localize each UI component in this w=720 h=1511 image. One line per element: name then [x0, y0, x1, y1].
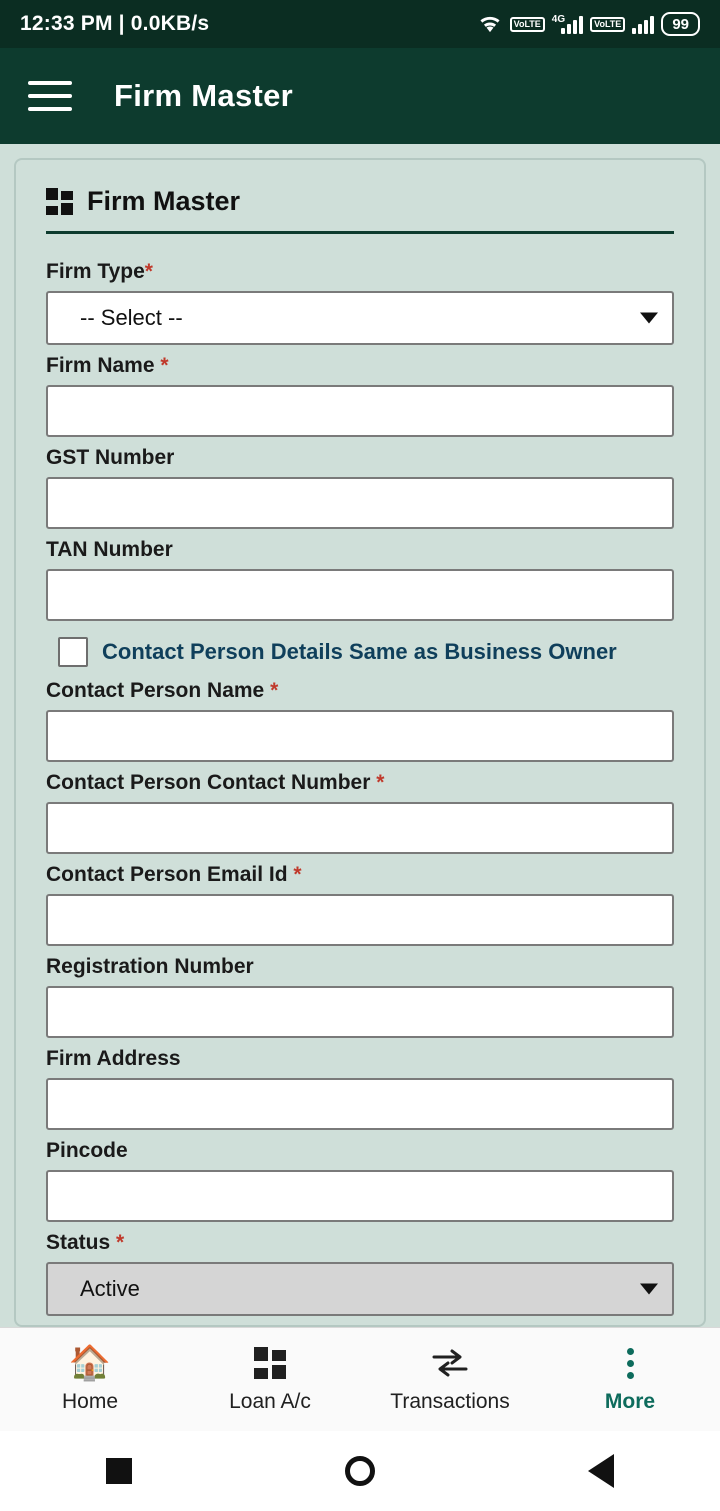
gst-number-input[interactable]	[46, 477, 674, 529]
hamburger-menu-icon[interactable]	[28, 81, 72, 111]
grid-icon	[46, 188, 73, 215]
label-contact-person-name: Contact Person Name *	[46, 679, 279, 702]
signal-4g-icon: 4G	[552, 14, 583, 34]
status-value: Active	[80, 1276, 140, 1301]
nav-item-loan-ac[interactable]	[180, 1328, 360, 1431]
firm-type-select[interactable]	[46, 291, 674, 345]
label-tan-number: TAN Number	[46, 538, 173, 561]
label-firm-type: Firm Type*	[46, 260, 153, 283]
field-firm-address	[46, 1047, 674, 1130]
contact-same-as-owner-checkbox[interactable]	[58, 637, 88, 667]
registration-number-input[interactable]	[46, 986, 674, 1038]
square-icon[interactable]	[106, 1458, 132, 1484]
status-icons	[477, 12, 700, 36]
circle-icon[interactable]	[345, 1456, 375, 1486]
card-title: Firm Master	[87, 186, 241, 216]
nav-label-home: Home	[61, 1390, 119, 1413]
label-status: Status *	[46, 1231, 125, 1254]
label-gst-number: GST Number	[46, 446, 175, 469]
volte-2-icon: VoLTE	[590, 17, 625, 32]
firm-type-value: -- Select --	[80, 305, 183, 330]
grid-icon	[254, 1345, 286, 1381]
field-pincode	[46, 1139, 674, 1222]
status-time: 12:33 PM | 0.0KB/s	[20, 12, 210, 35]
contact-person-contact-number-input[interactable]	[46, 802, 674, 854]
field-contact-person-contact-number	[46, 771, 674, 854]
signal-2-icon	[632, 14, 654, 34]
firm-name-input[interactable]	[46, 385, 674, 437]
tan-number-input[interactable]	[46, 569, 674, 621]
wifi-icon	[477, 14, 503, 34]
chevron-down-icon	[640, 313, 658, 324]
volte-icon: VoLTE	[510, 17, 545, 32]
contact-same-as-owner-label: Contact Person Details Same as Business Owner	[102, 639, 617, 664]
transfer-arrows-icon	[430, 1345, 470, 1381]
chevron-down-icon	[640, 1284, 658, 1295]
label-firm-address: Firm Address	[46, 1047, 181, 1070]
system-navigation-bar	[0, 1431, 720, 1511]
nav-item-more[interactable]	[540, 1328, 720, 1431]
nav-item-home[interactable]	[0, 1328, 180, 1431]
nav-label-more: More	[604, 1390, 656, 1413]
pincode-input[interactable]	[46, 1170, 674, 1222]
label-pincode: Pincode	[46, 1139, 128, 1162]
field-status	[46, 1231, 674, 1316]
nav-label-transactions: Transactions	[390, 1390, 510, 1413]
contact-person-email-id-input[interactable]	[46, 894, 674, 946]
field-tan-number	[46, 538, 674, 621]
label-registration-number: Registration Number	[46, 955, 254, 978]
label-contact-person-contact-number: Contact Person Contact Number *	[46, 771, 385, 794]
status-bar	[0, 0, 720, 48]
field-gst-number	[46, 446, 674, 529]
status-select[interactable]	[46, 1262, 674, 1316]
field-firm-name	[46, 354, 674, 437]
card-header	[46, 186, 674, 234]
field-contact-person-email-id	[46, 863, 674, 946]
firm-address-input[interactable]	[46, 1078, 674, 1130]
nav-item-transactions[interactable]	[360, 1328, 540, 1431]
app-bar	[0, 48, 720, 144]
contact-person-name-input[interactable]	[46, 710, 674, 762]
page-title: Firm Master	[114, 78, 294, 113]
field-firm-type	[46, 260, 674, 345]
triangle-back-icon[interactable]	[588, 1454, 614, 1488]
field-registration-number	[46, 955, 674, 1038]
firm-master-card	[14, 158, 706, 1327]
label-firm-name: Firm Name *	[46, 354, 169, 377]
battery-indicator: 99	[661, 12, 700, 36]
label-contact-person-email-id: Contact Person Email Id *	[46, 863, 302, 886]
contact-same-as-owner-row[interactable]	[58, 637, 674, 667]
more-vertical-icon	[627, 1345, 634, 1381]
form-scroll-area[interactable]	[0, 144, 720, 1327]
nav-label-loan-ac: Loan A/c	[229, 1390, 311, 1413]
home-icon: 🏠	[68, 1344, 112, 1382]
field-contact-person-name	[46, 679, 674, 762]
bottom-navigation	[0, 1327, 720, 1431]
